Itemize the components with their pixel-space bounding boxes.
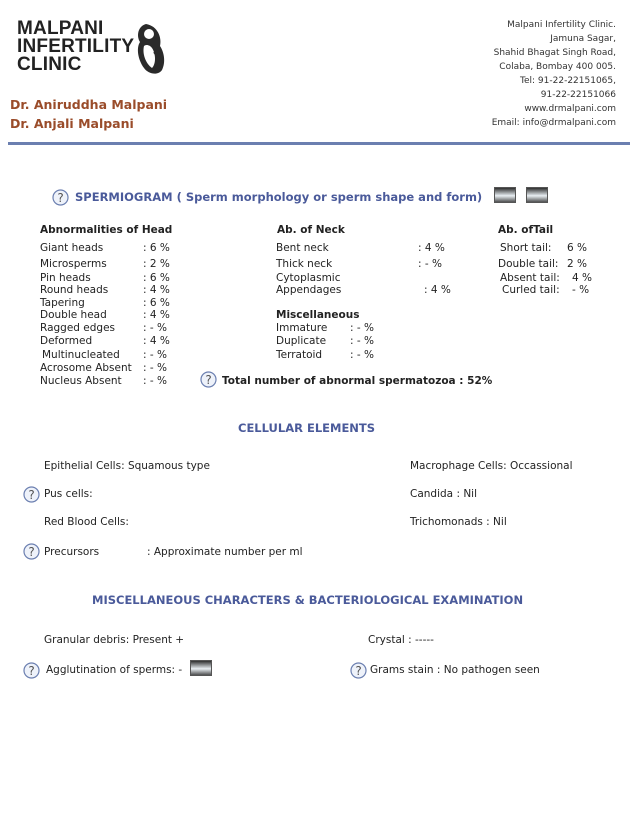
cellular-elements-title: CELLULAR ELEMENTS — [238, 421, 376, 435]
help-question-icon[interactable] — [200, 371, 217, 388]
address-line: 91-22-22151066 — [540, 90, 616, 100]
head-item-value: : 4 % — [143, 309, 170, 321]
microscope-image-thumbnail[interactable] — [494, 187, 516, 203]
head-item-label: Giant heads — [40, 242, 104, 254]
head-item-value: : - % — [143, 362, 167, 374]
neck-item-label: Cytoplasmic — [276, 272, 341, 284]
misc-bacteriological-title: MISCELLANEOUS CHARACTERS & BACTERIOLOGICAL EXAMINATION — [92, 593, 524, 607]
logo-line: CLINIC — [17, 54, 82, 75]
tail-item-label: Curled tail: — [502, 284, 560, 296]
head-item-label: Acrosome Absent — [40, 362, 132, 374]
head-item-label: Deformed — [40, 335, 93, 347]
address-line: Shahid Bhagat Singh Road, — [493, 48, 616, 58]
tail-abnormalities-heading: Ab. ofTail — [498, 224, 554, 236]
logo-line: MALPANI — [17, 18, 104, 39]
microscope-image-thumbnail[interactable] — [190, 660, 212, 676]
misc-item-label: Duplicate — [276, 335, 327, 347]
doctor-name: Dr. Anjali Malpani — [10, 116, 134, 131]
tail-item-label: Absent tail: — [500, 272, 560, 284]
tail-item-value: 2 % — [567, 258, 587, 270]
logo-line: INFERTILITY — [17, 36, 135, 57]
tail-item-value: 6 % — [567, 242, 587, 254]
head-item-label: Round heads — [40, 284, 109, 296]
crystal: Crystal : ----- — [368, 634, 434, 646]
agglutination-of-sperms: Agglutination of sperms: - — [46, 664, 183, 676]
grams-stain: Grams stain : No pathogen seen — [370, 664, 540, 676]
misc-item-label: Terratoid — [276, 349, 323, 361]
macrophage-cells: Macrophage Cells: Occassional — [410, 460, 573, 472]
head-item-label: Tapering — [40, 297, 85, 309]
neck-item-label: Bent neck — [276, 242, 329, 254]
misc-item-value: : - % — [350, 335, 374, 347]
neck-item-value: : - % — [418, 258, 442, 270]
website-link[interactable]: www.drmalpani.com — [524, 104, 616, 114]
help-question-icon[interactable] — [52, 189, 69, 206]
head-abnormalities-heading: Abnormalities of Head — [40, 224, 173, 236]
misc-item-value: : - % — [350, 322, 374, 334]
head-item-label: Multinucleated — [42, 349, 120, 361]
doctor-name: Dr. Aniruddha Malpani — [10, 97, 168, 112]
head-item-value: : 4 % — [143, 335, 170, 347]
address-line: Jamuna Sagar, — [550, 34, 616, 44]
neck-item-value: : 4 % — [418, 242, 445, 254]
pus-cells: Pus cells: — [44, 488, 93, 500]
email-link[interactable]: Email: info@drmalpani.com — [491, 118, 616, 128]
address-line: Tel: 91-22-22151065, — [520, 76, 616, 86]
head-item-label: Ragged edges — [40, 322, 116, 334]
tail-item-value: - % — [572, 284, 590, 296]
epithelial-cells: Epithelial Cells: Squamous type — [44, 460, 210, 472]
svg-text:?: ? — [28, 664, 35, 678]
mother-child-logo-icon — [132, 18, 168, 78]
miscellaneous-heading: Miscellaneous — [276, 309, 360, 321]
precursors-value: : Approximate number per ml — [147, 546, 303, 558]
help-question-icon[interactable] — [23, 543, 40, 560]
red-blood-cells: Red Blood Cells: — [44, 516, 129, 528]
tail-item-label: Short tail: — [500, 242, 552, 254]
precursors-label: Precursors — [44, 546, 100, 558]
head-item-value: : - % — [143, 322, 167, 334]
microscope-image-thumbnail[interactable] — [526, 187, 548, 203]
candida: Candida : Nil — [410, 488, 478, 500]
head-item-value: : 6 % — [143, 242, 170, 254]
help-question-icon[interactable] — [23, 662, 40, 679]
misc-item-label: Immature — [276, 322, 328, 334]
header-divider — [8, 142, 630, 145]
head-item-value: : 4 % — [143, 284, 170, 296]
spermiogram-title: SPERMIOGRAM ( Sperm morphology or sperm shape and form) — [75, 190, 483, 204]
head-item-value: : 6 % — [143, 272, 170, 284]
svg-text:?: ? — [205, 373, 212, 387]
granular-debris: Granular debris: Present + — [44, 634, 185, 646]
neck-item-label: Appendages — [276, 284, 342, 296]
head-item-value: : 2 % — [143, 258, 170, 270]
help-question-icon[interactable] — [350, 662, 367, 679]
svg-text:?: ? — [355, 664, 362, 678]
head-item-value: : 6 % — [143, 297, 170, 309]
clinic-logo-text — [17, 20, 134, 74]
svg-text:?: ? — [28, 545, 35, 559]
head-item-label: Microsperms — [40, 258, 107, 270]
help-question-icon[interactable] — [23, 486, 40, 503]
neck-item-value: : 4 % — [424, 284, 451, 296]
head-item-label: Pin heads — [40, 272, 91, 284]
head-item-label: Double head — [40, 309, 107, 321]
address-line: Colaba, Bombay 400 005. — [499, 62, 616, 72]
total-abnormal-spermatozoa: Total number of abnormal spermatozoa : 52% — [222, 375, 493, 387]
neck-abnormalities-heading: Ab. of Neck — [277, 224, 345, 236]
tail-item-label: Double tail: — [498, 258, 559, 270]
svg-text:?: ? — [28, 488, 35, 502]
tail-item-value: 4 % — [572, 272, 592, 284]
clinic-address — [494, 18, 616, 116]
head-item-value: : - % — [143, 349, 167, 361]
neck-item-label: Thick neck — [276, 258, 333, 270]
address-line: Malpani Infertility Clinic. — [507, 20, 616, 30]
trichomonads: Trichomonads : Nil — [410, 516, 507, 528]
head-item-label: Nucleus Absent — [40, 375, 122, 387]
misc-item-value: : - % — [350, 349, 374, 361]
head-item-value: : - % — [143, 375, 167, 387]
svg-text:?: ? — [57, 191, 64, 205]
